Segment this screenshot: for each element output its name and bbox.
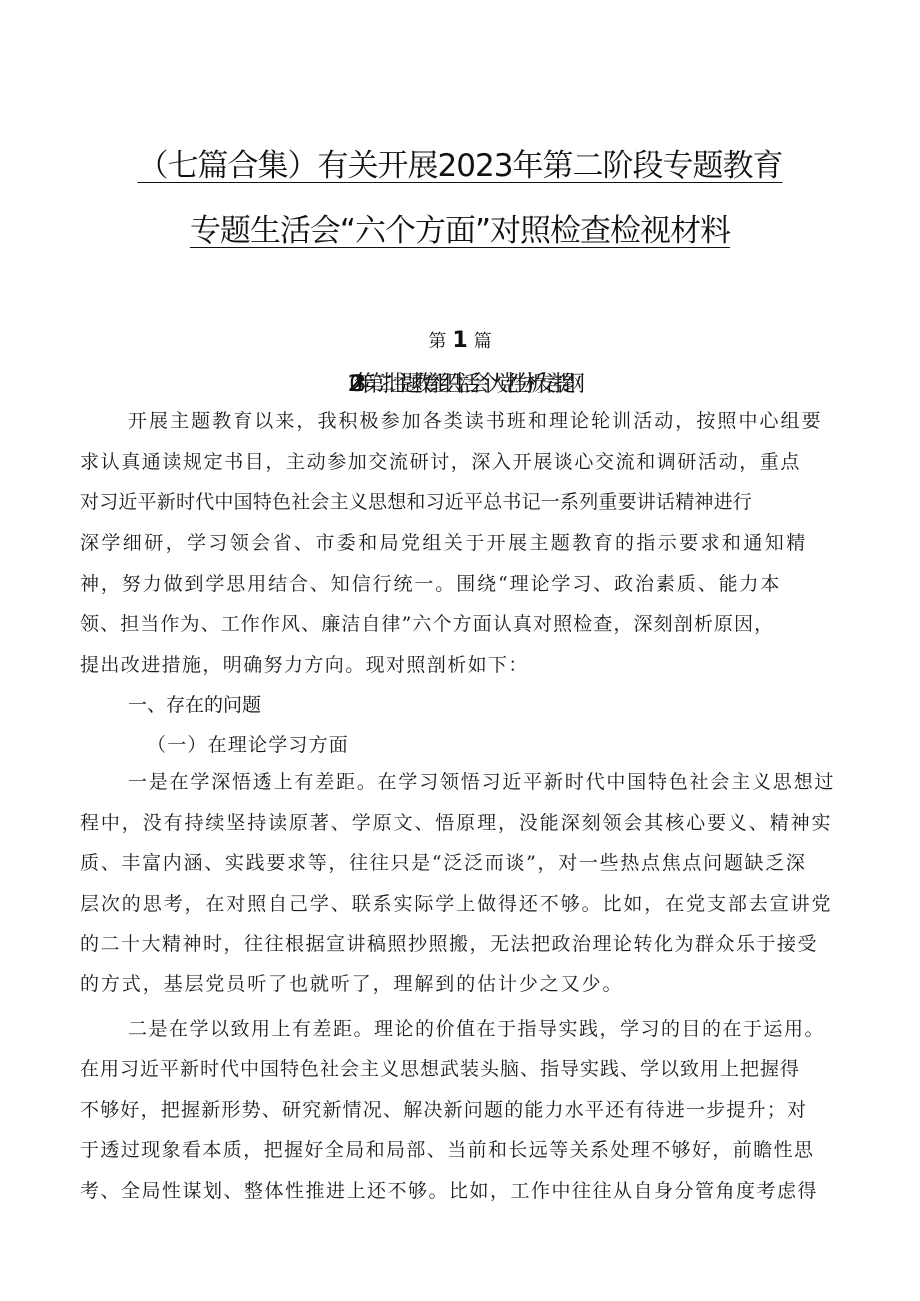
chapter-suffix: 篇	[473, 331, 492, 352]
chapter-prefix: 第	[428, 331, 447, 352]
title-text: （七篇合集）有关开展2023年第二阶段专题教育	[137, 148, 783, 184]
paragraph-line: 二是在学以致用上有差距。理论的价值在于指导实践，学习的目的在于运用。	[128, 1018, 826, 1040]
paragraph-line: 深学细研，学习领会省、市委和局党组关于开展主题教育的指示要求和通知精	[80, 532, 808, 554]
paragraph-line: 于透过现象看本质，把握好全局和局部、当前和长远等关系处理不够好，前瞻性思	[80, 1139, 815, 1161]
document-title-line-2	[0, 205, 920, 250]
section-heading: 2023年第二批主题教育组织生活会个人党性分析发言提纲	[347, 372, 573, 397]
paragraph-line: 质、丰富内涵、实践要求等，往往只是“泛泛而谈”，对一些热点焦点问题缺乏深	[80, 852, 807, 874]
paragraph-line: 层次的思考，在对照自己学、联系实际学上做得还不够。比如，在党支部去宣讲党	[80, 893, 833, 915]
subheading-theory-study: （一）在理论学习方面	[147, 734, 350, 756]
paragraph-line: 一是在学深悟透上有差距。在学习领悟习近平新时代中国特色社会主义思想过	[128, 771, 836, 793]
paragraph-line: 开展主题教育以来，我积极参加各类读书班和理论轮训活动，按照中心组要	[128, 410, 823, 432]
title-text: 专题生活会“六个方面”对照检查检视材料	[189, 213, 731, 249]
paragraph-line: 在用习近平新时代中国特色社会主义思想武装头脑、指导实践、学以致用上把握得	[80, 1058, 801, 1080]
paragraph-line: 提出改进措施，明确努力方向。现对照剖析如下：	[80, 654, 529, 676]
chapter-label	[0, 327, 920, 353]
paragraph-line: 神，努力做到学思用结合、知信行统一。围绕“理论学习、政治素质、能力本	[80, 573, 782, 595]
paragraph-line: 对习近平新时代中国特色社会主义思想和习近平总书记一系列重要讲话精神进行	[80, 491, 753, 513]
document-title-line-1	[0, 140, 920, 185]
paragraph-line: 考、全局性谋划、整体性推进上还不够。比如，工作中往往从自身分管角度考虑得	[80, 1180, 819, 1202]
heading-problems: 一、存在的问题	[128, 694, 262, 716]
paragraph-line: 的方式，基层党员听了也就听了，理解到的估计少之又少。	[80, 973, 624, 995]
paragraph-line: 不够好，把握新形势、研究新情况、解决新问题的能力水平还有待进一步提升；对	[80, 1099, 808, 1121]
paragraph-line: 程中，没有持续坚持读原著、学原文、悟原理，没能深刻领会其核心要义、精神实	[80, 812, 833, 834]
paragraph-line: 求认真通读规定书目，主动参加交流研讨，深入开展谈心交流和调研活动，重点	[80, 451, 802, 473]
chapter-number: 1	[452, 328, 468, 353]
paragraph-line: 领、担当作为、工作作风、廉洁自律”六个方面认真对照检查，深刻剖析原因，	[80, 613, 775, 635]
paragraph-line: 的二十大精神时，往往根据宣讲稿照抄照搬，无法把政治理论转化为群众乐于接受	[80, 933, 819, 955]
